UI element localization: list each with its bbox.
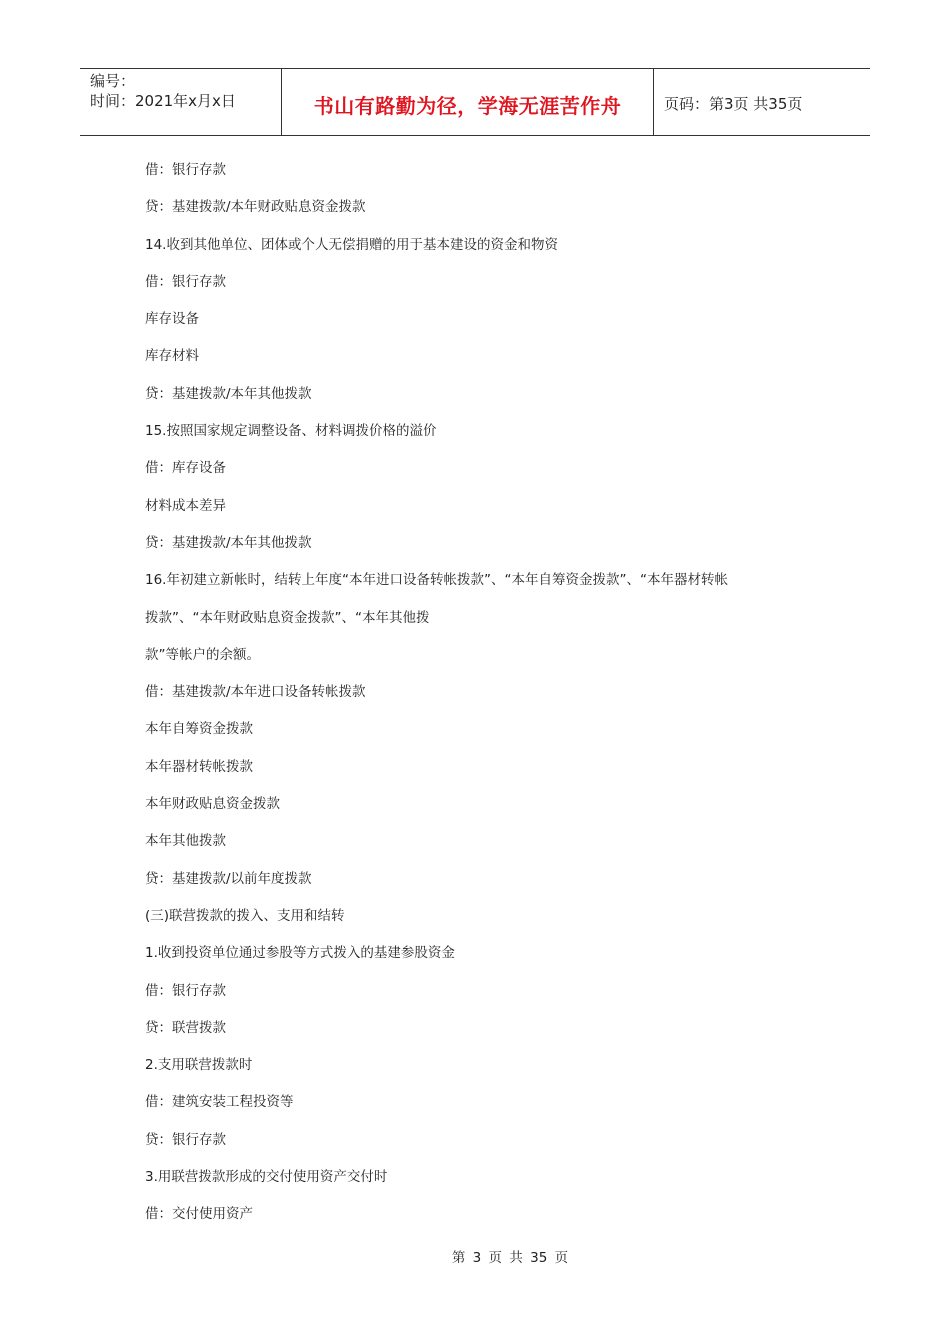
header-info-cell xyxy=(80,69,282,135)
body-line: 借：基建拨款/本年进口设备转帐拨款 xyxy=(145,684,366,701)
body-line: 库存材料 xyxy=(145,348,199,365)
header-page-cell xyxy=(654,69,870,135)
body-line: 1.收到投资单位通过参股等方式拨入的基建参股资金 xyxy=(145,945,455,962)
body-line: 借：银行存款 xyxy=(145,162,226,178)
body-line: 贷：联营拨款 xyxy=(145,1019,226,1036)
body-line: 贷：基建拨款/以前年度拨款 xyxy=(145,870,312,887)
body-line: 库存设备 xyxy=(145,311,199,328)
header-motto: 书山有路勤为径，学海无涯苦作舟 xyxy=(313,93,622,118)
body-line: 16.年初建立新帐时，结转上年度“本年进口设备转帐拨款”、“本年自筹资金拨款”、“本年器材转帐 xyxy=(145,572,728,589)
body-line: 本年自筹资金拨款 xyxy=(145,721,253,738)
body-line: 贷：基建拨款/本年其他拨款 xyxy=(145,385,312,402)
body-line: 2.支用联营拨款时 xyxy=(145,1057,253,1074)
body-line: 贷：银行存款 xyxy=(145,1131,226,1148)
body-line: 材料成本差异 xyxy=(145,497,226,514)
page-footer xyxy=(0,1246,950,1266)
body-line: 15.按照国家规定调整设备、材料调拨价格的溢价 xyxy=(145,423,437,440)
document-body xyxy=(145,152,845,1234)
body-line: 本年其他拨款 xyxy=(145,833,226,850)
body-line: 借：银行存款 xyxy=(145,273,226,290)
body-line: 借：银行存款 xyxy=(145,982,226,999)
body-line: 借：库存设备 xyxy=(145,460,226,477)
body-line: 贷：基建拨款/本年财政贴息资金拨款 xyxy=(145,199,366,216)
body-line: 本年器材转帐拨款 xyxy=(145,758,253,775)
body-line: 款”等帐户的余额。 xyxy=(145,646,260,663)
body-line: 本年财政贴息资金拨款 xyxy=(145,796,280,813)
page-header xyxy=(80,68,870,136)
header-page-number: 页码：第3页 共35页 xyxy=(664,94,803,113)
body-line: 拨款”、“本年财政贴息资金拨款”、“本年其他拨 xyxy=(145,609,430,626)
body-line: (三)联营拨款的拨入、支用和结转 xyxy=(145,907,345,924)
body-line: 借：建筑安装工程投资等 xyxy=(145,1094,294,1111)
header-motto-cell xyxy=(282,69,654,135)
footer-page-number: 第 3 页 共 35 页 xyxy=(451,1250,569,1266)
body-line: 借：交付使用资产 xyxy=(145,1206,253,1223)
body-line: 14.收到其他单位、团体或个人无偿捐赠的用于基本建设的资金和物资 xyxy=(145,236,558,253)
body-line: 贷：基建拨款/本年其他拨款 xyxy=(145,534,312,551)
document-date-label: 时间：2021年x月x日 xyxy=(90,92,236,110)
body-line: 3.用联营拨款形成的交付使用资产交付时 xyxy=(145,1169,388,1186)
document-number-label: 编号： xyxy=(90,72,136,90)
